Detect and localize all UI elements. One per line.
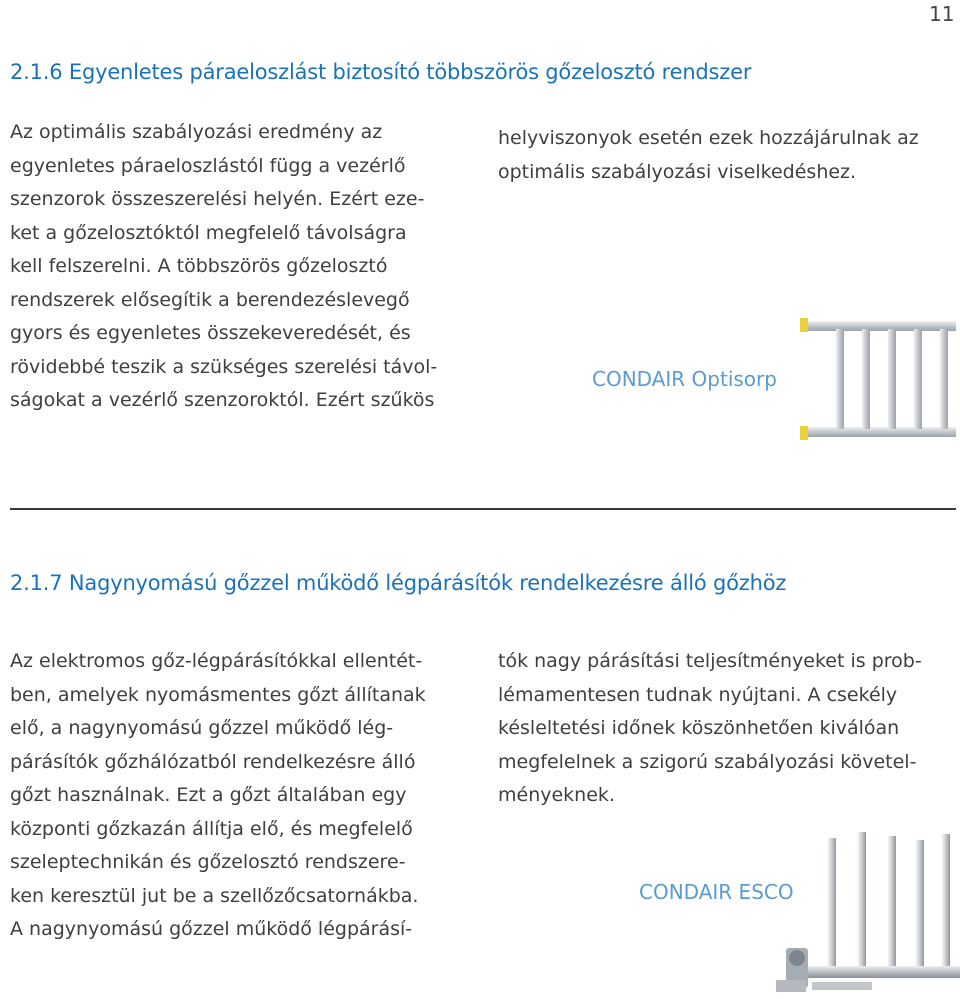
- text-line: rövidebbé teszik a szükséges szerelési távol-: [10, 355, 438, 378]
- text-line: Az elektromos gőz-légpárásítókkal ellentét-: [10, 650, 423, 672]
- steam-distributor-manifold-image: [800, 315, 956, 445]
- text-line: tók nagy párásítási teljesítményeket is prob-: [498, 650, 922, 672]
- text-line: párásítók gőzhálózatból rendelkezésre álló: [10, 750, 416, 773]
- text-line: Az optimális szabályozási eredmény az: [10, 121, 383, 143]
- text-line: rendszerek elősegítik a berendezéslevegő: [10, 288, 410, 311]
- text-line: késleltetési időnek köszönhetően kiválóan: [498, 717, 900, 739]
- text-line: A nagynyomású gőzzel működő légpárásí-: [10, 918, 413, 940]
- product-caption-optisorp: CONDAIR Optisorp: [592, 367, 777, 391]
- text-line: szenzorok összeszerelési helyén. Ezért eze-: [10, 188, 425, 210]
- text-line: optimális szabályozási viselkedéshez.: [498, 160, 857, 183]
- text-line: gőzt használnak. Ezt a gőzt általában egy: [10, 784, 407, 806]
- text-line: ken keresztül jut be a szellőzőcsatornákba.: [10, 884, 419, 907]
- text-line: egyenletes páraeloszlástól függ a vezérlő: [10, 154, 406, 177]
- text-line: kell felszerelni. A többszörös gőzelosztó: [10, 255, 388, 277]
- section2-column2-text: [498, 645, 958, 813]
- text-line: ságokat a vezérlő szenzoroktól. Ezért szűkös: [10, 389, 435, 411]
- text-line: gyors és egyenletes összekeveredését, és: [10, 322, 411, 344]
- page-number: 11: [929, 2, 955, 26]
- section-heading-2-1-7: 2.1.7 Nagynyomású gőzzel működő légpárásítók rendelkezésre álló gőzhöz: [10, 571, 787, 595]
- text-line: központi gőzkazán állítja elő, és megfelelő: [10, 817, 413, 840]
- text-line: lémamentesen tudnak nyújtani. A csekély: [498, 683, 898, 706]
- text-line: ben, amelyek nyomásmentes gőzt állítanak: [10, 683, 426, 706]
- section-divider: [10, 508, 956, 510]
- text-line: elő, a nagynyomású gőzzel működő lég-: [10, 717, 394, 739]
- section1-column1-text: [10, 116, 480, 418]
- text-line: helyviszonyok esetén ezek hozzájárulnak az: [498, 127, 919, 149]
- section1-column2-text: [498, 122, 958, 189]
- product-caption-esco: CONDAIR ESCO: [639, 880, 794, 904]
- text-line: ményeknek.: [498, 784, 615, 806]
- text-line: megfelelnek a szigorú szabályozási követel-: [498, 750, 917, 773]
- steam-lance-humidifier-image: [776, 830, 960, 998]
- section-heading-2-1-6: 2.1.6 Egyenletes páraeloszlást biztosító többszörös gőzelosztó rendszer: [10, 60, 752, 84]
- text-line: ket a gőzelosztóktól megfelelő távolságra: [10, 221, 407, 244]
- section2-column1-text: [10, 645, 460, 947]
- text-line: szeleptechnikán és gőzelosztó rendszere-: [10, 851, 406, 873]
